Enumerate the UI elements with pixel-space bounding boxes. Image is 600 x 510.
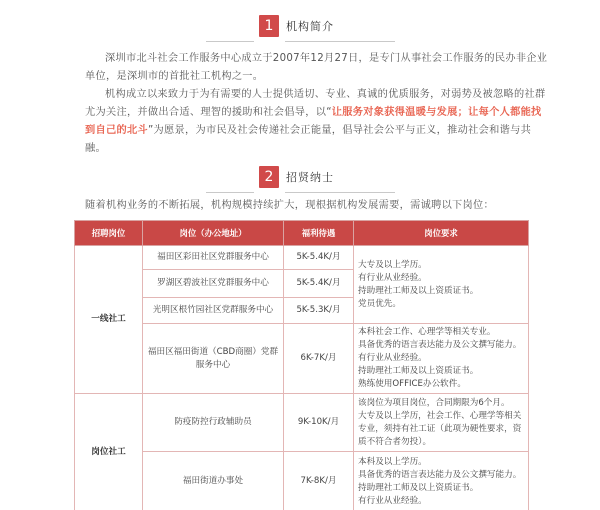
table-row [75,452,529,510]
header-rule-left [206,192,254,193]
section-header-intro [0,15,600,45]
position-cell: 福田区彩田社区党群服务中心 [143,246,284,270]
intro-paragraph-1: 深圳市北斗社会工作服务中心成立于2007年12月27日，是专门从事社会工作服务的民办非企业单位，是深圳市的首批社工机构之一。 [85,53,548,82]
category-cell: 一线社工 [75,246,143,394]
table-row [75,324,529,394]
requirement-line: 持助理社工师及以上资质证书。 [358,366,479,376]
requirement-line: 有行业从业经验。 [358,353,427,363]
requirement-line: 大专及以上学历。 [358,259,427,270]
requirement-line: 持助理社工师及以上资质证书。 [358,482,479,493]
requirements-cell [354,452,529,510]
intro-p2-after: ”为愿景，为市民及社会传递社会正能量，倡导社会公平与正义，推动社会和谐与共融。 [85,125,532,154]
category-cell: 岗位社工 [75,394,143,510]
intro-paragraph-2 [85,86,550,158]
salary-cell: 6K-7K/月 [284,324,354,394]
requirement-line: 熟练使用OFFICE办公软件。 [358,379,466,389]
recruit-intro: 随着机构业务的不断拓展，机构规模持续扩大，现根据机构发展需要，需诚聘以下岗位： [85,200,495,211]
section-header-recruit [0,166,600,196]
requirement-line: 该岗位为项目岗位，合同期限为6个月。 [358,397,510,408]
table-row [75,394,529,452]
requirement-line: 具备优秀的语言表达能力及公文撰写能力。 [358,340,522,350]
intro-p2-before: 机构成立以来致力于为有需要的人士提供适切、专业、真诚的优质服务，对弱势及被忽略的社群尤为关注，并做出合适、理智的援助和社会倡导，以“ [85,89,546,118]
requirement-line: 本科社会工作、心理学等相关专业。 [358,327,496,337]
position-cell: 福田街道办事处 [143,452,284,510]
salary-cell: 5K-5.4K/月 [284,270,354,298]
salary-cell: 5K-5.4K/月 [284,246,354,270]
position-cell: 光明区根竹园社区党群服务中心 [143,298,284,324]
salary-cell: 9K-10K/月 [284,394,354,452]
requirement-line: 有行业从业经验。 [358,495,427,506]
salary-cell: 5K-5.3K/月 [284,298,354,324]
requirements-cell [354,394,529,452]
col-header-office: 岗位（办公地址） [143,221,284,246]
section-number-badge: 1 [259,15,279,37]
header-rule-right [285,41,395,42]
col-header-position: 招聘岗位 [75,221,143,246]
requirement-line: 具备优秀的语言表达能力及公文撰写能力。 [358,469,522,480]
salary-cell: 7K-8K/月 [284,452,354,510]
header-rule-left [206,41,254,42]
requirements-cell [354,246,529,324]
section-number-badge: 2 [259,166,279,188]
requirement-line: 有行业从业经验。 [358,272,427,283]
requirement-line: 本科及以上学历。 [358,456,427,467]
requirement-line: 持助理社工师及以上资质证书。 [358,285,479,296]
table-row [75,246,529,270]
organization-intro [85,50,550,158]
position-cell: 防疫防控行政辅助员 [143,394,284,452]
requirements-cell [354,324,529,394]
requirement-line: 党员优先。 [358,298,401,309]
requirement-line: 大专及以上学历，社会工作、心理学等相关专业，须持有社工证（此项为硬性要求，资质不符合者勿投）。 [358,410,522,447]
header-rule-right [285,192,395,193]
section-title: 机构简介 [286,20,334,33]
jobs-table [74,220,529,510]
section-title: 招贤纳士 [286,171,334,184]
intro-p2-highlight: 让服务对象获得温暖与发展；让每个人都能找到自己的北斗 [85,107,542,136]
position-cell: 罗湖区碧波社区党群服务中心 [143,270,284,298]
col-header-salary: 福利待遇 [284,221,354,246]
position-cell: 福田区福田街道（CBD商圈）党群服务中心 [143,324,284,394]
table-header-row [75,221,529,246]
col-header-requirements: 岗位要求 [354,221,529,246]
